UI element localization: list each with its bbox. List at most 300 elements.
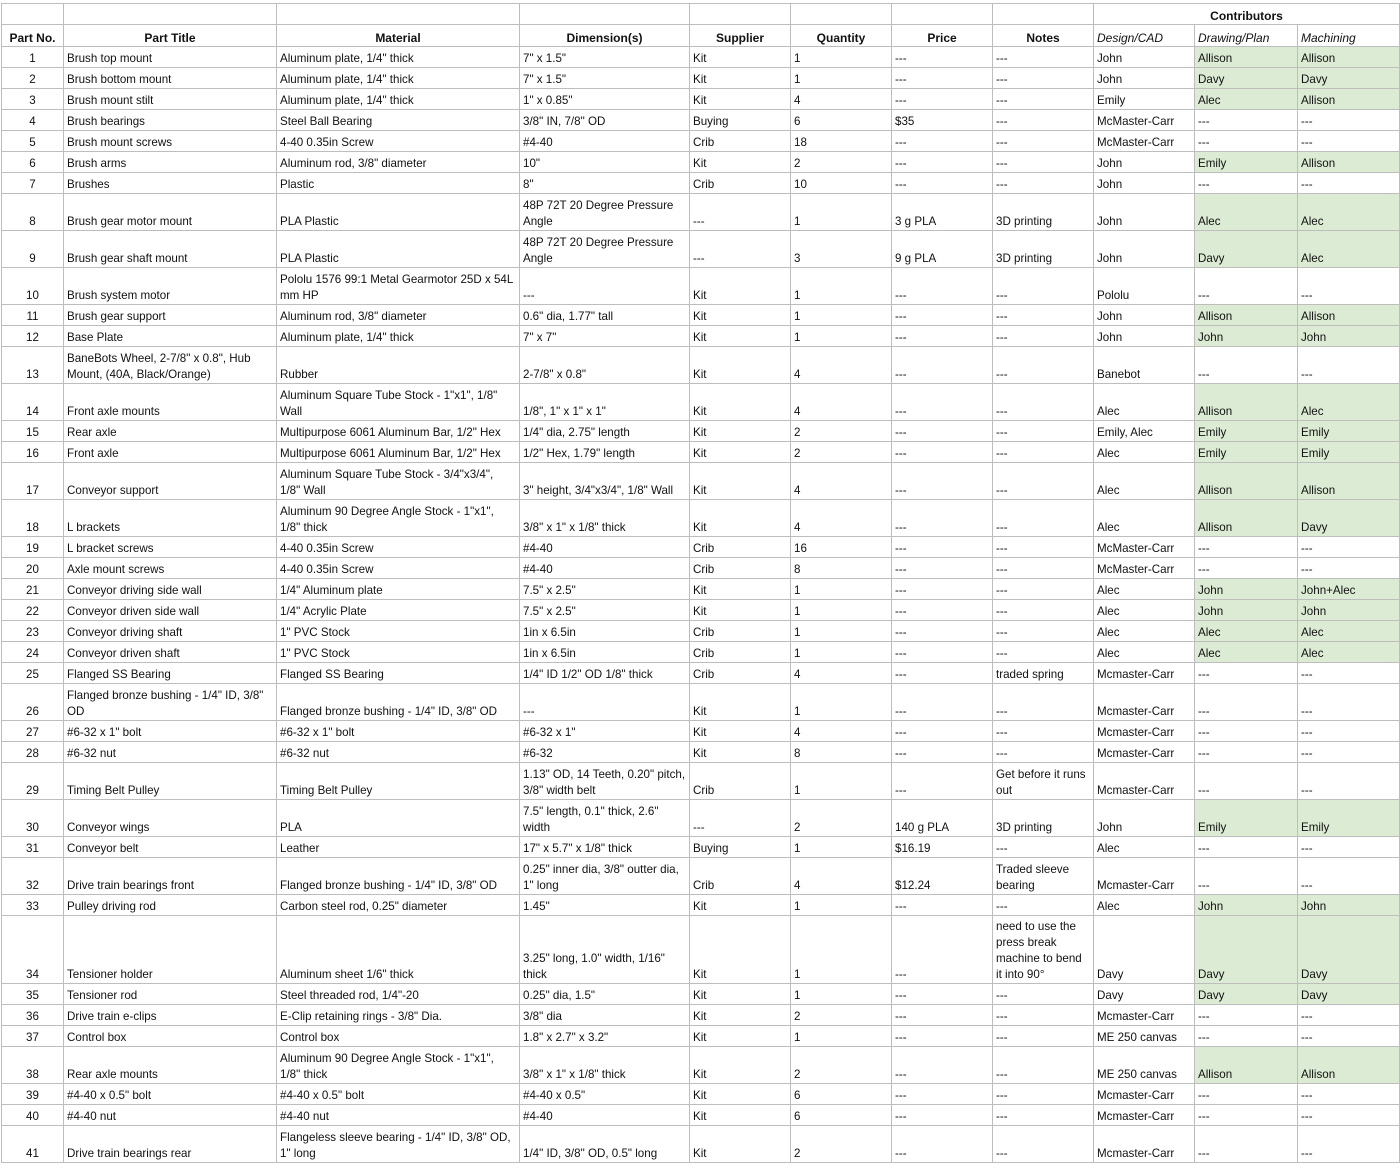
quantity-cell[interactable]: 2 bbox=[791, 800, 892, 837]
supplier-cell[interactable]: Kit bbox=[690, 68, 791, 89]
supplier-cell[interactable]: Kit bbox=[690, 721, 791, 742]
material-cell[interactable]: Flanged SS Bearing bbox=[277, 663, 520, 684]
design-cad-cell[interactable]: McMaster-Carr bbox=[1094, 558, 1195, 579]
supplier-cell[interactable]: Kit bbox=[690, 916, 791, 984]
dimensions-cell[interactable]: 3" height, 3/4"x3/4", 1/8" Wall bbox=[520, 463, 690, 500]
material-cell[interactable]: Rubber bbox=[277, 347, 520, 384]
price-cell[interactable]: --- bbox=[892, 916, 993, 984]
price-cell[interactable]: --- bbox=[892, 984, 993, 1005]
dimensions-cell[interactable]: 7.5" x 2.5" bbox=[520, 600, 690, 621]
material-cell[interactable]: #4-40 x 0.5" bolt bbox=[277, 1084, 520, 1105]
part-title-cell[interactable]: Timing Belt Pulley bbox=[64, 763, 277, 800]
machining-cell[interactable]: John+Alec bbox=[1298, 579, 1400, 600]
machining-cell[interactable]: --- bbox=[1298, 1084, 1400, 1105]
quantity-cell[interactable]: 1 bbox=[791, 984, 892, 1005]
part-no-cell[interactable]: 13 bbox=[2, 347, 64, 384]
price-cell[interactable]: --- bbox=[892, 173, 993, 194]
part-title-cell[interactable]: Brush mount stilt bbox=[64, 89, 277, 110]
price-cell[interactable]: --- bbox=[892, 421, 993, 442]
design-cad-cell[interactable]: Alec bbox=[1094, 579, 1195, 600]
quantity-cell[interactable]: 1 bbox=[791, 763, 892, 800]
supplier-cell[interactable]: Kit bbox=[690, 895, 791, 916]
dimensions-cell[interactable]: 48P 72T 20 Degree Pressure Angle bbox=[520, 231, 690, 268]
part-no-cell[interactable]: 23 bbox=[2, 621, 64, 642]
machining-cell[interactable]: --- bbox=[1298, 110, 1400, 131]
part-no-cell[interactable]: 2 bbox=[2, 68, 64, 89]
drawing-plan-cell[interactable]: --- bbox=[1195, 1126, 1298, 1163]
design-cad-cell[interactable]: John bbox=[1094, 173, 1195, 194]
design-cad-cell[interactable]: Davy bbox=[1094, 916, 1195, 984]
notes-cell[interactable]: --- bbox=[993, 1126, 1094, 1163]
quantity-cell[interactable]: 16 bbox=[791, 537, 892, 558]
notes-cell[interactable]: --- bbox=[993, 89, 1094, 110]
column-header-part-title[interactable]: Part Title bbox=[64, 25, 277, 47]
machining-cell[interactable]: --- bbox=[1298, 1105, 1400, 1126]
supplier-cell[interactable]: Kit bbox=[690, 600, 791, 621]
drawing-plan-cell[interactable]: Allison bbox=[1195, 1047, 1298, 1084]
supplier-cell[interactable]: Crib bbox=[690, 621, 791, 642]
quantity-cell[interactable]: 1 bbox=[791, 916, 892, 984]
price-cell[interactable]: --- bbox=[892, 1047, 993, 1084]
part-title-cell[interactable]: Rear axle bbox=[64, 421, 277, 442]
price-cell[interactable]: $35 bbox=[892, 110, 993, 131]
quantity-cell[interactable]: 1 bbox=[791, 47, 892, 68]
dimensions-cell[interactable]: #4-40 bbox=[520, 537, 690, 558]
part-no-cell[interactable]: 7 bbox=[2, 173, 64, 194]
price-cell[interactable]: --- bbox=[892, 579, 993, 600]
machining-cell[interactable]: --- bbox=[1298, 684, 1400, 721]
supplier-cell[interactable]: Kit bbox=[690, 1084, 791, 1105]
dimensions-cell[interactable]: 1.13" OD, 14 Teeth, 0.20" pitch, 3/8" width belt bbox=[520, 763, 690, 800]
price-cell[interactable]: --- bbox=[892, 500, 993, 537]
machining-cell[interactable]: John bbox=[1298, 600, 1400, 621]
part-no-cell[interactable]: 9 bbox=[2, 231, 64, 268]
part-title-cell[interactable]: #4-40 nut bbox=[64, 1105, 277, 1126]
notes-cell[interactable]: --- bbox=[993, 384, 1094, 421]
part-title-cell[interactable]: Pulley driving rod bbox=[64, 895, 277, 916]
price-cell[interactable]: 9 g PLA bbox=[892, 231, 993, 268]
price-cell[interactable]: --- bbox=[892, 1105, 993, 1126]
part-no-cell[interactable]: 17 bbox=[2, 463, 64, 500]
supplier-cell[interactable]: Kit bbox=[690, 463, 791, 500]
drawing-plan-cell[interactable]: --- bbox=[1195, 763, 1298, 800]
part-no-cell[interactable]: 37 bbox=[2, 1026, 64, 1047]
machining-cell[interactable]: --- bbox=[1298, 1026, 1400, 1047]
part-no-cell[interactable]: 12 bbox=[2, 326, 64, 347]
price-cell[interactable]: --- bbox=[892, 763, 993, 800]
design-cad-cell[interactable]: Banebot bbox=[1094, 347, 1195, 384]
part-no-cell[interactable]: 19 bbox=[2, 537, 64, 558]
drawing-plan-cell[interactable]: --- bbox=[1195, 858, 1298, 895]
price-cell[interactable]: 140 g PLA bbox=[892, 800, 993, 837]
part-no-cell[interactable]: 3 bbox=[2, 89, 64, 110]
part-no-cell[interactable]: 25 bbox=[2, 663, 64, 684]
supplier-cell[interactable]: Kit bbox=[690, 500, 791, 537]
notes-cell[interactable]: need to use the press break machine to bend it into 90° bbox=[993, 916, 1094, 984]
quantity-cell[interactable]: 6 bbox=[791, 1105, 892, 1126]
part-no-cell[interactable]: 32 bbox=[2, 858, 64, 895]
material-cell[interactable]: #6-32 nut bbox=[277, 742, 520, 763]
design-cad-cell[interactable]: Emily, Alec bbox=[1094, 421, 1195, 442]
design-cad-cell[interactable]: ME 250 canvas bbox=[1094, 1026, 1195, 1047]
supplier-cell[interactable]: Buying bbox=[690, 110, 791, 131]
notes-cell[interactable]: --- bbox=[993, 600, 1094, 621]
part-no-cell[interactable]: 28 bbox=[2, 742, 64, 763]
part-no-cell[interactable]: 41 bbox=[2, 1126, 64, 1163]
part-title-cell[interactable]: Conveyor wings bbox=[64, 800, 277, 837]
material-cell[interactable]: Aluminum 90 Degree Angle Stock - 1"x1", 1/8" thick bbox=[277, 1047, 520, 1084]
price-cell[interactable]: --- bbox=[892, 895, 993, 916]
part-no-cell[interactable]: 10 bbox=[2, 268, 64, 305]
part-title-cell[interactable]: Conveyor support bbox=[64, 463, 277, 500]
notes-cell[interactable]: --- bbox=[993, 131, 1094, 152]
quantity-cell[interactable]: 4 bbox=[791, 858, 892, 895]
part-no-cell[interactable]: 15 bbox=[2, 421, 64, 442]
drawing-plan-cell[interactable]: --- bbox=[1195, 721, 1298, 742]
notes-cell[interactable]: --- bbox=[993, 742, 1094, 763]
part-title-cell[interactable]: #6-32 x 1" bolt bbox=[64, 721, 277, 742]
notes-cell[interactable]: Get before it runs out bbox=[993, 763, 1094, 800]
machining-cell[interactable]: --- bbox=[1298, 858, 1400, 895]
supplier-cell[interactable]: Kit bbox=[690, 152, 791, 173]
price-cell[interactable]: --- bbox=[892, 600, 993, 621]
material-cell[interactable]: E-Clip retaining rings - 3/8" Dia. bbox=[277, 1005, 520, 1026]
column-header-drawing-plan[interactable]: Drawing/Plan bbox=[1195, 25, 1298, 47]
column-header-material[interactable]: Material bbox=[277, 25, 520, 47]
drawing-plan-cell[interactable]: Allison bbox=[1195, 47, 1298, 68]
part-title-cell[interactable]: Brush bottom mount bbox=[64, 68, 277, 89]
price-cell[interactable]: --- bbox=[892, 463, 993, 500]
part-no-cell[interactable]: 31 bbox=[2, 837, 64, 858]
machining-cell[interactable]: Alec bbox=[1298, 621, 1400, 642]
supplier-cell[interactable]: Crib bbox=[690, 663, 791, 684]
material-cell[interactable]: Leather bbox=[277, 837, 520, 858]
part-title-cell[interactable]: L brackets bbox=[64, 500, 277, 537]
drawing-plan-cell[interactable]: Emily bbox=[1195, 421, 1298, 442]
price-cell[interactable]: 3 g PLA bbox=[892, 194, 993, 231]
dimensions-cell[interactable]: 7.5" length, 0.1" thick, 2.6" width bbox=[520, 800, 690, 837]
part-title-cell[interactable]: Drive train bearings front bbox=[64, 858, 277, 895]
drawing-plan-cell[interactable]: --- bbox=[1195, 837, 1298, 858]
design-cad-cell[interactable]: ME 250 canvas bbox=[1094, 1047, 1195, 1084]
dimensions-cell[interactable]: 3.25" long, 1.0" width, 1/16" thick bbox=[520, 916, 690, 984]
drawing-plan-cell[interactable]: Allison bbox=[1195, 384, 1298, 421]
quantity-cell[interactable]: 1 bbox=[791, 194, 892, 231]
part-title-cell[interactable]: Tensioner holder bbox=[64, 916, 277, 984]
drawing-plan-cell[interactable]: --- bbox=[1195, 268, 1298, 305]
drawing-plan-cell[interactable]: John bbox=[1195, 326, 1298, 347]
notes-cell[interactable]: --- bbox=[993, 500, 1094, 537]
price-cell[interactable]: --- bbox=[892, 268, 993, 305]
design-cad-cell[interactable]: John bbox=[1094, 800, 1195, 837]
supplier-cell[interactable]: Kit bbox=[690, 47, 791, 68]
quantity-cell[interactable]: 1 bbox=[791, 305, 892, 326]
part-no-cell[interactable]: 39 bbox=[2, 1084, 64, 1105]
design-cad-cell[interactable]: John bbox=[1094, 47, 1195, 68]
design-cad-cell[interactable]: Alec bbox=[1094, 463, 1195, 500]
part-no-cell[interactable]: 26 bbox=[2, 684, 64, 721]
material-cell[interactable]: 4-40 0.35in Screw bbox=[277, 558, 520, 579]
notes-cell[interactable]: 3D printing bbox=[993, 194, 1094, 231]
part-no-cell[interactable]: 14 bbox=[2, 384, 64, 421]
drawing-plan-cell[interactable]: --- bbox=[1195, 684, 1298, 721]
notes-cell[interactable]: --- bbox=[993, 1047, 1094, 1084]
supplier-cell[interactable]: Kit bbox=[690, 326, 791, 347]
material-cell[interactable]: Multipurpose 6061 Aluminum Bar, 1/2" Hex bbox=[277, 421, 520, 442]
price-cell[interactable]: --- bbox=[892, 152, 993, 173]
supplier-cell[interactable]: --- bbox=[690, 231, 791, 268]
dimensions-cell[interactable]: 1/2" Hex, 1.79" length bbox=[520, 442, 690, 463]
quantity-cell[interactable]: 8 bbox=[791, 742, 892, 763]
notes-cell[interactable]: 3D printing bbox=[993, 231, 1094, 268]
notes-cell[interactable]: --- bbox=[993, 173, 1094, 194]
price-cell[interactable]: --- bbox=[892, 131, 993, 152]
supplier-cell[interactable]: Kit bbox=[690, 347, 791, 384]
supplier-cell[interactable]: Kit bbox=[690, 984, 791, 1005]
quantity-cell[interactable]: 1 bbox=[791, 621, 892, 642]
dimensions-cell[interactable]: 1/8", 1" x 1" x 1" bbox=[520, 384, 690, 421]
design-cad-cell[interactable]: McMaster-Carr bbox=[1094, 131, 1195, 152]
dimensions-cell[interactable]: 3/8" dia bbox=[520, 1005, 690, 1026]
notes-cell[interactable]: --- bbox=[993, 1005, 1094, 1026]
material-cell[interactable]: Aluminum Square Tube Stock - 3/4"x3/4", 1/8" Wall bbox=[277, 463, 520, 500]
drawing-plan-cell[interactable]: Alec bbox=[1195, 621, 1298, 642]
dimensions-cell[interactable]: 1in x 6.5in bbox=[520, 642, 690, 663]
notes-cell[interactable]: --- bbox=[993, 558, 1094, 579]
part-title-cell[interactable]: Conveyor driving shaft bbox=[64, 621, 277, 642]
design-cad-cell[interactable]: Mcmaster-Carr bbox=[1094, 663, 1195, 684]
supplier-cell[interactable]: Crib bbox=[690, 537, 791, 558]
dimensions-cell[interactable]: 7.5" x 2.5" bbox=[520, 579, 690, 600]
notes-cell[interactable]: --- bbox=[993, 837, 1094, 858]
drawing-plan-cell[interactable]: --- bbox=[1195, 1005, 1298, 1026]
part-no-cell[interactable]: 20 bbox=[2, 558, 64, 579]
design-cad-cell[interactable]: Mcmaster-Carr bbox=[1094, 1084, 1195, 1105]
price-cell[interactable]: --- bbox=[892, 1005, 993, 1026]
part-no-cell[interactable]: 34 bbox=[2, 916, 64, 984]
dimensions-cell[interactable]: #4-40 bbox=[520, 1105, 690, 1126]
notes-cell[interactable]: --- bbox=[993, 684, 1094, 721]
machining-cell[interactable]: Allison bbox=[1298, 152, 1400, 173]
supplier-cell[interactable]: Crib bbox=[690, 173, 791, 194]
notes-cell[interactable]: --- bbox=[993, 152, 1094, 173]
price-cell[interactable]: --- bbox=[892, 1026, 993, 1047]
part-title-cell[interactable]: Brush gear motor mount bbox=[64, 194, 277, 231]
drawing-plan-cell[interactable]: --- bbox=[1195, 558, 1298, 579]
design-cad-cell[interactable]: Mcmaster-Carr bbox=[1094, 1126, 1195, 1163]
drawing-plan-cell[interactable]: --- bbox=[1195, 131, 1298, 152]
part-title-cell[interactable]: Brush top mount bbox=[64, 47, 277, 68]
notes-cell[interactable]: --- bbox=[993, 305, 1094, 326]
quantity-cell[interactable]: 1 bbox=[791, 642, 892, 663]
supplier-cell[interactable]: Crib bbox=[690, 858, 791, 895]
design-cad-cell[interactable]: Alec bbox=[1094, 600, 1195, 621]
quantity-cell[interactable]: 2 bbox=[791, 442, 892, 463]
notes-cell[interactable]: --- bbox=[993, 347, 1094, 384]
material-cell[interactable]: 4-40 0.35in Screw bbox=[277, 131, 520, 152]
part-no-cell[interactable]: 30 bbox=[2, 800, 64, 837]
dimensions-cell[interactable]: 17" x 5.7" x 1/8" thick bbox=[520, 837, 690, 858]
part-title-cell[interactable]: Brushes bbox=[64, 173, 277, 194]
dimensions-cell[interactable]: 48P 72T 20 Degree Pressure Angle bbox=[520, 194, 690, 231]
supplier-cell[interactable]: Crib bbox=[690, 763, 791, 800]
design-cad-cell[interactable]: John bbox=[1094, 231, 1195, 268]
drawing-plan-cell[interactable]: --- bbox=[1195, 1084, 1298, 1105]
dimensions-cell[interactable]: 0.25" dia, 1.5" bbox=[520, 984, 690, 1005]
part-no-cell[interactable]: 1 bbox=[2, 47, 64, 68]
column-header-part-no[interactable]: Part No. bbox=[2, 25, 64, 47]
notes-cell[interactable]: Traded sleeve bearing bbox=[993, 858, 1094, 895]
machining-cell[interactable]: --- bbox=[1298, 721, 1400, 742]
drawing-plan-cell[interactable]: John bbox=[1195, 579, 1298, 600]
dimensions-cell[interactable]: 1/4" dia, 2.75" length bbox=[520, 421, 690, 442]
machining-cell[interactable]: Davy bbox=[1298, 984, 1400, 1005]
supplier-cell[interactable]: Kit bbox=[690, 384, 791, 421]
dimensions-cell[interactable]: #6-32 bbox=[520, 742, 690, 763]
machining-cell[interactable]: Davy bbox=[1298, 500, 1400, 537]
dimensions-cell[interactable]: #4-40 bbox=[520, 131, 690, 152]
part-title-cell[interactable]: Front axle mounts bbox=[64, 384, 277, 421]
notes-cell[interactable]: --- bbox=[993, 1084, 1094, 1105]
material-cell[interactable]: Aluminum plate, 1/4" thick bbox=[277, 326, 520, 347]
drawing-plan-cell[interactable]: John bbox=[1195, 600, 1298, 621]
price-cell[interactable]: --- bbox=[892, 305, 993, 326]
quantity-cell[interactable]: 2 bbox=[791, 421, 892, 442]
price-cell[interactable]: --- bbox=[892, 384, 993, 421]
dimensions-cell[interactable]: 8" bbox=[520, 173, 690, 194]
price-cell[interactable]: --- bbox=[892, 47, 993, 68]
part-title-cell[interactable]: Conveyor belt bbox=[64, 837, 277, 858]
design-cad-cell[interactable]: John bbox=[1094, 68, 1195, 89]
machining-cell[interactable]: Emily bbox=[1298, 442, 1400, 463]
dimensions-cell[interactable]: 7" x 1.5" bbox=[520, 68, 690, 89]
drawing-plan-cell[interactable]: Allison bbox=[1195, 305, 1298, 326]
quantity-cell[interactable]: 18 bbox=[791, 131, 892, 152]
design-cad-cell[interactable]: McMaster-Carr bbox=[1094, 537, 1195, 558]
column-header-design-cad[interactable]: Design/CAD bbox=[1094, 25, 1195, 47]
notes-cell[interactable]: --- bbox=[993, 47, 1094, 68]
part-title-cell[interactable]: Tensioner rod bbox=[64, 984, 277, 1005]
material-cell[interactable]: Control box bbox=[277, 1026, 520, 1047]
material-cell[interactable]: Aluminum plate, 1/4" thick bbox=[277, 89, 520, 110]
notes-cell[interactable]: --- bbox=[993, 463, 1094, 500]
part-no-cell[interactable]: 33 bbox=[2, 895, 64, 916]
drawing-plan-cell[interactable]: John bbox=[1195, 895, 1298, 916]
supplier-cell[interactable]: --- bbox=[690, 800, 791, 837]
material-cell[interactable]: PLA bbox=[277, 800, 520, 837]
drawing-plan-cell[interactable]: Davy bbox=[1195, 984, 1298, 1005]
price-cell[interactable]: --- bbox=[892, 1126, 993, 1163]
material-cell[interactable]: Aluminum rod, 3/8" diameter bbox=[277, 305, 520, 326]
dimensions-cell[interactable]: #6-32 x 1" bbox=[520, 721, 690, 742]
dimensions-cell[interactable]: 1.45" bbox=[520, 895, 690, 916]
dimensions-cell[interactable]: 1" x 0.85" bbox=[520, 89, 690, 110]
part-title-cell[interactable]: Brush gear shaft mount bbox=[64, 231, 277, 268]
part-title-cell[interactable]: Flanged bronze bushing - 1/4" ID, 3/8" OD bbox=[64, 684, 277, 721]
drawing-plan-cell[interactable]: Allison bbox=[1195, 500, 1298, 537]
material-cell[interactable]: Carbon steel rod, 0.25" diameter bbox=[277, 895, 520, 916]
material-cell[interactable]: PLA Plastic bbox=[277, 231, 520, 268]
design-cad-cell[interactable]: McMaster-Carr bbox=[1094, 110, 1195, 131]
material-cell[interactable]: 1/4" Acrylic Plate bbox=[277, 600, 520, 621]
notes-cell[interactable]: --- bbox=[993, 268, 1094, 305]
supplier-cell[interactable]: Buying bbox=[690, 837, 791, 858]
part-no-cell[interactable]: 35 bbox=[2, 984, 64, 1005]
price-cell[interactable]: --- bbox=[892, 721, 993, 742]
part-no-cell[interactable]: 21 bbox=[2, 579, 64, 600]
design-cad-cell[interactable]: Mcmaster-Carr bbox=[1094, 763, 1195, 800]
part-title-cell[interactable]: Flanged SS Bearing bbox=[64, 663, 277, 684]
drawing-plan-cell[interactable]: Emily bbox=[1195, 152, 1298, 173]
part-no-cell[interactable]: 11 bbox=[2, 305, 64, 326]
material-cell[interactable]: Aluminum plate, 1/4" thick bbox=[277, 68, 520, 89]
material-cell[interactable]: Aluminum 90 Degree Angle Stock - 1"x1", 1/8" thick bbox=[277, 500, 520, 537]
dimensions-cell[interactable]: 0.25" inner dia, 3/8" outter dia, 1" long bbox=[520, 858, 690, 895]
drawing-plan-cell[interactable]: Davy bbox=[1195, 68, 1298, 89]
quantity-cell[interactable]: 1 bbox=[791, 1026, 892, 1047]
material-cell[interactable]: Aluminum plate, 1/4" thick bbox=[277, 47, 520, 68]
quantity-cell[interactable]: 1 bbox=[791, 600, 892, 621]
price-cell[interactable]: --- bbox=[892, 642, 993, 663]
part-no-cell[interactable]: 38 bbox=[2, 1047, 64, 1084]
supplier-cell[interactable]: Kit bbox=[690, 1005, 791, 1026]
machining-cell[interactable]: --- bbox=[1298, 268, 1400, 305]
design-cad-cell[interactable]: Mcmaster-Carr bbox=[1094, 742, 1195, 763]
dimensions-cell[interactable]: --- bbox=[520, 268, 690, 305]
notes-cell[interactable]: --- bbox=[993, 984, 1094, 1005]
dimensions-cell[interactable]: 1/4" ID, 3/8" OD, 0.5" long bbox=[520, 1126, 690, 1163]
supplier-cell[interactable]: Crib bbox=[690, 558, 791, 579]
machining-cell[interactable]: John bbox=[1298, 895, 1400, 916]
design-cad-cell[interactable]: Alec bbox=[1094, 621, 1195, 642]
machining-cell[interactable]: --- bbox=[1298, 837, 1400, 858]
price-cell[interactable]: --- bbox=[892, 347, 993, 384]
price-cell[interactable]: --- bbox=[892, 558, 993, 579]
dimensions-cell[interactable]: 1/4" ID 1/2" OD 1/8" thick bbox=[520, 663, 690, 684]
supplier-cell[interactable]: Crib bbox=[690, 642, 791, 663]
part-title-cell[interactable]: #6-32 nut bbox=[64, 742, 277, 763]
quantity-cell[interactable]: 1 bbox=[791, 326, 892, 347]
supplier-cell[interactable]: Kit bbox=[690, 1047, 791, 1084]
material-cell[interactable]: Steel threaded rod, 1/4"-20 bbox=[277, 984, 520, 1005]
notes-cell[interactable]: --- bbox=[993, 110, 1094, 131]
part-no-cell[interactable]: 4 bbox=[2, 110, 64, 131]
material-cell[interactable]: 1/4" Aluminum plate bbox=[277, 579, 520, 600]
part-title-cell[interactable]: #4-40 x 0.5" bolt bbox=[64, 1084, 277, 1105]
machining-cell[interactable]: Alec bbox=[1298, 384, 1400, 421]
design-cad-cell[interactable]: John bbox=[1094, 152, 1195, 173]
notes-cell[interactable]: --- bbox=[993, 579, 1094, 600]
quantity-cell[interactable]: 8 bbox=[791, 558, 892, 579]
column-header-notes[interactable]: Notes bbox=[993, 25, 1094, 47]
design-cad-cell[interactable]: Mcmaster-Carr bbox=[1094, 1005, 1195, 1026]
part-title-cell[interactable]: Base Plate bbox=[64, 326, 277, 347]
machining-cell[interactable]: Allison bbox=[1298, 463, 1400, 500]
notes-cell[interactable]: --- bbox=[993, 721, 1094, 742]
design-cad-cell[interactable]: Mcmaster-Carr bbox=[1094, 858, 1195, 895]
material-cell[interactable]: Aluminum sheet 1/6" thick bbox=[277, 916, 520, 984]
machining-cell[interactable]: Emily bbox=[1298, 421, 1400, 442]
supplier-cell[interactable]: Kit bbox=[690, 1105, 791, 1126]
design-cad-cell[interactable]: Mcmaster-Carr bbox=[1094, 1105, 1195, 1126]
material-cell[interactable]: Flanged bronze bushing - 1/4" ID, 3/8" OD bbox=[277, 684, 520, 721]
quantity-cell[interactable]: 4 bbox=[791, 721, 892, 742]
part-title-cell[interactable]: Brush system motor bbox=[64, 268, 277, 305]
supplier-cell[interactable]: Kit bbox=[690, 579, 791, 600]
design-cad-cell[interactable]: Alec bbox=[1094, 837, 1195, 858]
price-cell[interactable]: --- bbox=[892, 68, 993, 89]
dimensions-cell[interactable]: 7" x 1.5" bbox=[520, 47, 690, 68]
